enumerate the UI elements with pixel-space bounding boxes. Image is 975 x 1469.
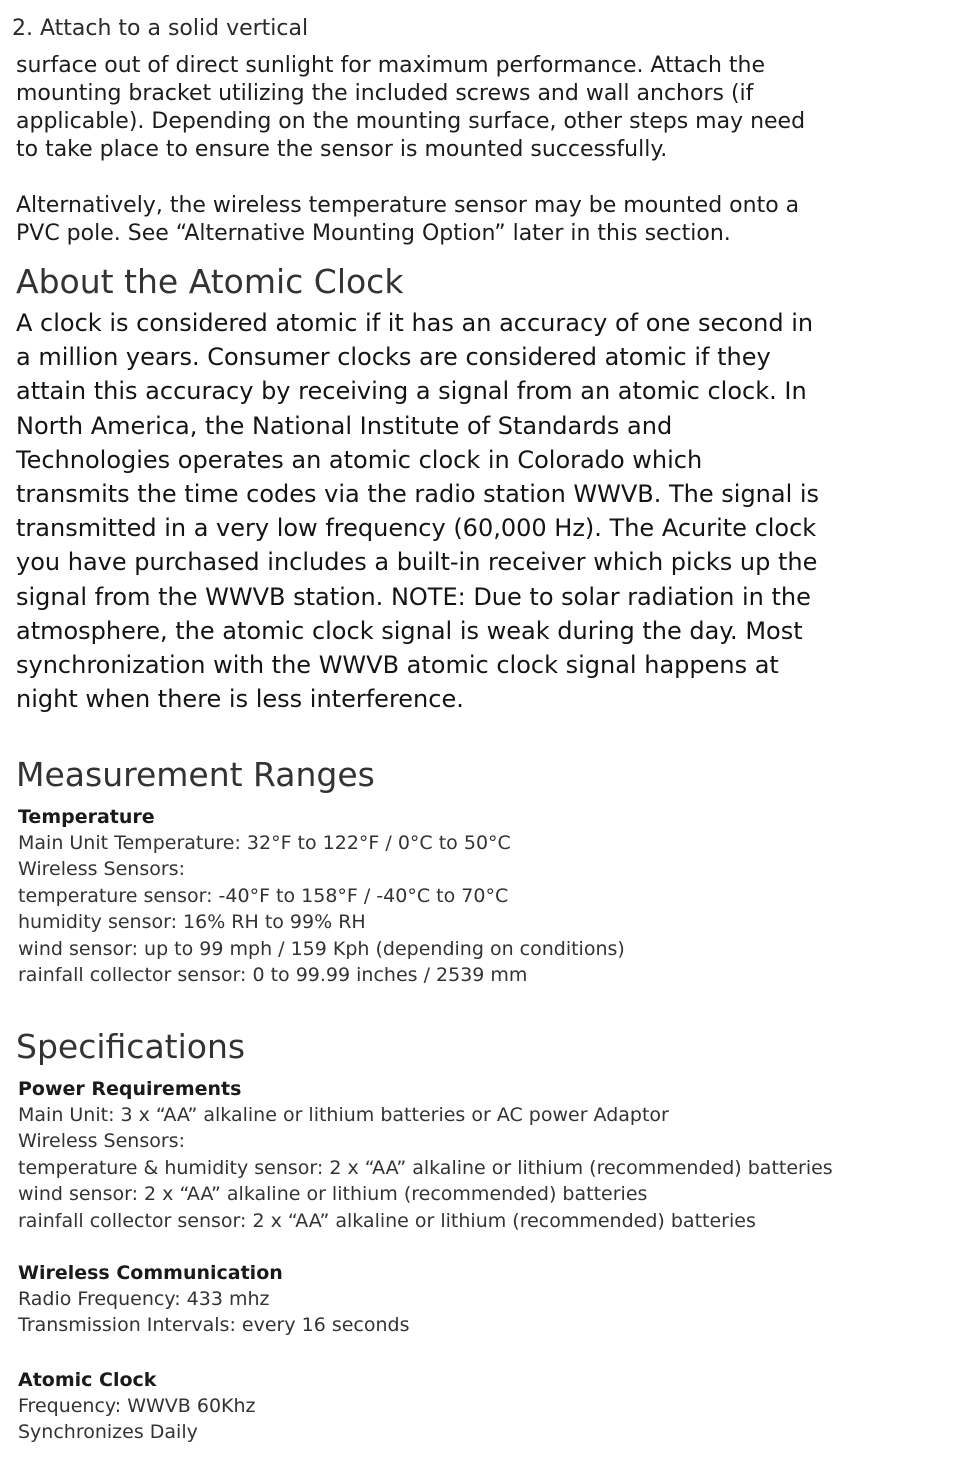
atomic-line: A clock is considered atomic if it has an accuracy of one second in <box>16 309 814 337</box>
atomic-line: you have purchased includes a built-in receiver which picks up the <box>16 548 818 577</box>
temperature-line: humidity sensor: 16% RH to 99% RH <box>18 911 366 934</box>
temperature-line: Main Unit Temperature: 32°F to 122°F / 0°C to 50°C <box>18 832 511 854</box>
temperature-title: Temperature <box>18 806 155 828</box>
atomic-line: a million years. Consumer clocks are considered atomic if they <box>16 343 771 372</box>
atomic-line: North America, the National Institute of Standards and <box>16 411 673 440</box>
mounting-line: to take place to ensure the sensor is mounted successfully. <box>16 137 668 162</box>
atomic-line: night when there is less interference. <box>16 685 464 714</box>
atomic-line: Technologies operates an atomic clock in Colorado which <box>16 445 703 474</box>
temperature-line: wind sensor: up to 99 mph / 159 Kph (depending on conditions) <box>18 937 625 960</box>
wireless-communication-section <box>18 1260 955 1339</box>
atomic-line: attain this accuracy by receiving a signal from an atomic clock. In <box>16 377 807 406</box>
mounting-line: applicable). Depending on the mounting surface, other steps may need <box>16 109 806 134</box>
atomic-clock-spec-section <box>18 1367 955 1446</box>
power-line: wind sensor: 2 x “AA” alkaline or lithium (recommended) batteries <box>18 1183 648 1206</box>
wireless-line: Transmission Intervals: every 16 seconds <box>18 1314 410 1337</box>
power-line: Main Unit: 3 x “AA” alkaline or lithium batteries or AC power Adaptor <box>18 1104 669 1126</box>
atomic-clock-paragraph <box>16 306 955 716</box>
atomic-line: synchronization with the WWVB atomic clock signal happens at <box>16 651 779 680</box>
atomic-line: transmits the time codes via the radio station WWVB. The signal is <box>16 480 820 509</box>
temperature-section <box>18 804 955 988</box>
atomic-spec-line: Synchronizes Daily <box>18 1421 198 1444</box>
power-requirements-section <box>18 1076 955 1234</box>
wireless-communication-title: Wireless Communication <box>18 1262 283 1284</box>
alternative-line: PVC pole. See “Alternative Mounting Option” later in this section. <box>16 221 731 246</box>
atomic-line: signal from the WWVB station. NOTE: Due to solar radiation in the <box>16 582 811 611</box>
wireless-line: Radio Frequency: 433 mhz <box>18 1288 270 1310</box>
measurement-ranges-heading: Measurement Ranges <box>16 755 375 794</box>
mounting-line: surface out of direct sunlight for maximum performance. Attach the <box>16 53 766 78</box>
power-line: Wireless Sensors: <box>18 1130 185 1153</box>
power-line: temperature & humidity sensor: 2 x “AA” alkaline or lithium (recommended) batteries <box>18 1156 833 1179</box>
mounting-line: mounting bracket utilizing the included screws and wall anchors (if <box>16 81 754 106</box>
temperature-line: rainfall collector sensor: 0 to 99.99 inches / 2539 mm <box>18 964 528 987</box>
atomic-clock-heading: About the Atomic Clock <box>16 262 404 301</box>
step-2-instruction: 2. Attach to a solid vertical <box>12 16 309 41</box>
atomic-line: transmitted in a very low frequency (60,000 Hz). The Acurite clock <box>16 514 817 543</box>
atomic-line: atmosphere, the atomic clock signal is weak during the day. Most <box>16 616 803 645</box>
alternative-mounting-paragraph <box>16 192 955 248</box>
specifications-heading: Specifications <box>16 1027 246 1066</box>
atomic-spec-line: Frequency: WWVB 60Khz <box>18 1395 256 1417</box>
temperature-line: Wireless Sensors: <box>18 858 185 881</box>
alternative-line: Alternatively, the wireless temperature sensor may be mounted onto a <box>16 193 800 218</box>
power-requirements-title: Power Requirements <box>18 1078 242 1100</box>
mounting-paragraph <box>16 52 955 164</box>
power-line: rainfall collector sensor: 2 x “AA” alkaline or lithium (recommended) batteries <box>18 1209 756 1232</box>
atomic-clock-spec-title: Atomic Clock <box>18 1369 157 1391</box>
temperature-line: temperature sensor: -40°F to 158°F / -40°C to 70°C <box>18 884 509 907</box>
